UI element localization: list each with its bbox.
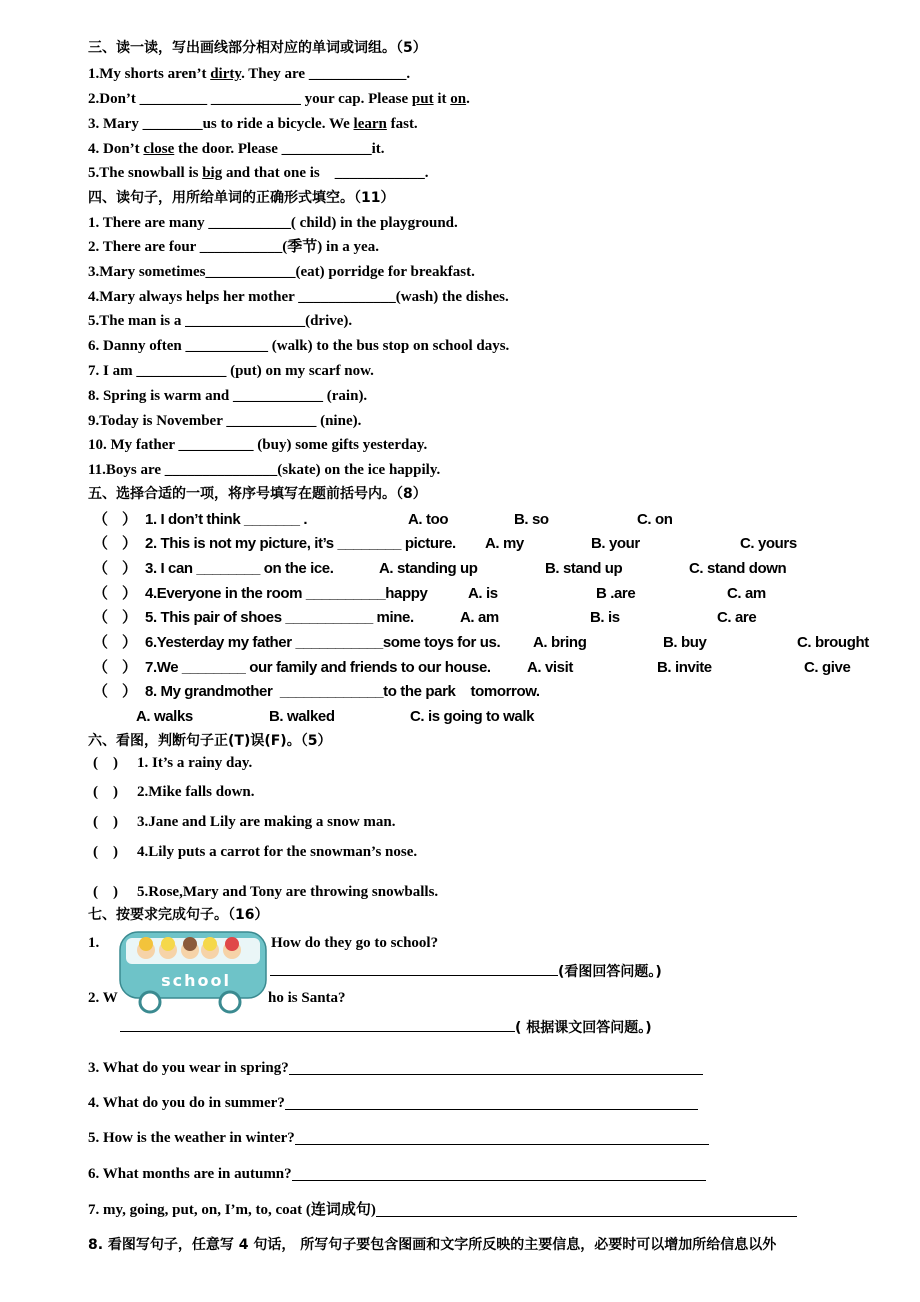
bus-label: school <box>161 971 231 990</box>
option-b: B .are <box>596 585 636 602</box>
option-c: C. on <box>637 511 673 528</box>
underlined-word: big <box>202 165 223 181</box>
underlined-word: learn <box>353 116 387 132</box>
s4-question: 9.Today is November ____________ (nine). <box>88 413 362 429</box>
s5-question: 7.We ________ our family and friends to our house. <box>145 659 491 676</box>
text: the door. Please ____________it. <box>174 141 385 157</box>
answer-paren-open[interactable]: （ <box>93 634 108 651</box>
s5-question: 1. I don’t think _______ . <box>145 511 308 528</box>
option-c: C. stand down <box>689 560 787 577</box>
answer-paren-close: ） <box>122 609 137 626</box>
answer-paren-close: ） <box>122 511 137 528</box>
s4-question: 4.Mary always helps her mother _____________(wash) the dishes. <box>88 289 509 305</box>
s5-question: 2. This is not my picture, it’s ________ picture. <box>145 535 456 552</box>
answer-paren-open[interactable]: （ <box>93 511 108 528</box>
section-7-heading: 七、按要求完成句子。（16） <box>88 907 269 923</box>
option-c: C. am <box>727 585 766 602</box>
s5-question: 8. My grandmother _____________to the park tomorrow. <box>145 683 540 700</box>
answer-line[interactable] <box>285 1095 698 1110</box>
option-a: A. my <box>485 535 524 552</box>
option-a: A. am <box>460 609 499 626</box>
s7-question-8: 8. 看图写句子，任意写 4 句话， 所写句子要包含图画和文字所反映的主要信息，必要时可以增加所给信息以外 <box>88 1237 777 1253</box>
option-c: C. brought <box>797 634 869 651</box>
s7-question <box>88 1059 703 1077</box>
s7-q2-number: 2. W <box>88 990 118 1006</box>
question-text: 4. What do you do in summer? <box>88 1095 285 1111</box>
answer-paren[interactable]: ( ) <box>93 755 118 771</box>
s6-statement: 2.Mike falls down. <box>137 784 255 800</box>
text: 5.The snowball is <box>88 165 203 181</box>
s7-q1-answer-line[interactable] <box>270 961 662 981</box>
section-3-heading: 三、读一读，写出画线部分相对应的单词或词组。（5） <box>88 40 427 56</box>
underlined-word: put <box>411 91 434 107</box>
text: . <box>466 91 470 107</box>
text: it <box>433 91 451 107</box>
answer-paren-open[interactable]: （ <box>93 609 108 626</box>
s7-q1-question: How do they go to school? <box>271 935 439 951</box>
text: 3. Mary ________us to ride a bicycle. We <box>88 116 354 132</box>
s7-question <box>88 1165 706 1183</box>
question-text: 6. What months are in autumn? <box>88 1166 292 1182</box>
question-text: 3. What do you wear in spring? <box>88 1060 289 1076</box>
option-b: B. invite <box>657 659 712 676</box>
answer-paren[interactable]: ( ) <box>93 844 118 860</box>
s3-question-2 <box>88 90 470 108</box>
option-b: B. stand up <box>545 560 623 577</box>
answer-paren-close: ） <box>122 634 137 651</box>
underlined-word: dirty <box>210 66 242 82</box>
s6-statement: 3.Jane and Lily are making a snow man. <box>137 814 396 830</box>
answer-paren-close: ） <box>122 659 137 676</box>
answer-paren[interactable]: ( ) <box>93 884 118 900</box>
s7-question <box>88 1094 698 1112</box>
option-b: B. is <box>590 609 620 626</box>
s5-question: 4.Everyone in the room __________happy <box>145 585 428 602</box>
s3-question-1 <box>88 65 410 83</box>
answer-line[interactable] <box>295 1130 709 1145</box>
answer-paren-open[interactable]: （ <box>93 659 108 676</box>
s4-question: 10. My father __________ (buy) some gifts yesterday. <box>88 437 428 453</box>
s7-q1-number: 1. <box>88 935 100 951</box>
question-text: 5. How is the weather in winter? <box>88 1130 295 1146</box>
option-a: A. visit <box>527 659 573 676</box>
s3-question-4 <box>88 140 385 158</box>
section-6-heading: 六、看图，判断句子正(T)误(F)。（5） <box>88 733 332 749</box>
option-a: A. is <box>468 585 498 602</box>
text: 1.My shorts aren’t <box>88 66 211 82</box>
s4-question: 11.Boys are _______________(skate) on the ice happily. <box>88 462 441 478</box>
s6-statement: 4.Lily puts a carrot for the snowman’s nose. <box>137 844 418 860</box>
option-a: A. bring <box>533 634 587 651</box>
answer-paren-open[interactable]: （ <box>93 535 108 552</box>
text: . They are _____________. <box>241 66 411 82</box>
s4-question: 6. Danny often ___________ (walk) to the bus stop on school days. <box>88 338 510 354</box>
s7-q2-question: ho is Santa? <box>268 990 346 1006</box>
text: 4. Don’t <box>88 141 144 157</box>
answer-line[interactable] <box>289 1060 703 1075</box>
option-b: B. your <box>591 535 640 552</box>
underlined-word: close <box>143 141 175 157</box>
school-bus-image <box>116 928 270 1014</box>
option-a: A. too <box>408 511 449 528</box>
s4-question: 7. I am ____________ (put) on my scarf now. <box>88 363 374 379</box>
option-a: A. walks <box>136 708 193 725</box>
answer-paren-open[interactable]: （ <box>93 560 108 577</box>
text: 2.Don’t _________ ____________ your cap. Please <box>88 91 412 107</box>
hint: ( 根据课文回答问题。) <box>515 1020 652 1036</box>
answer-line[interactable] <box>376 1202 797 1217</box>
s6-statement: 1. It’s a rainy day. <box>137 755 253 771</box>
answer-paren-close: ） <box>122 585 137 602</box>
s3-question-5 <box>88 164 429 182</box>
s5-question: 6.Yesterday my father ___________some toys for us. <box>145 634 501 651</box>
option-c: C. is going to walk <box>410 708 535 725</box>
s7-question <box>88 1201 797 1219</box>
underlined-word: on <box>450 91 467 107</box>
s4-question: 3.Mary sometimes____________(eat) porridge for breakfast. <box>88 264 475 280</box>
text: and that one is ____________. <box>222 165 429 181</box>
option-b: B. so <box>514 511 549 528</box>
question-text: 7. my, going, put, on, I’m, to, coat (连词成句) <box>88 1202 376 1218</box>
answer-line[interactable] <box>292 1166 706 1181</box>
s5-question: 3. I can ________ on the ice. <box>145 560 334 577</box>
answer-paren[interactable]: ( ) <box>93 784 118 800</box>
option-b: B. walked <box>269 708 335 725</box>
s4-question: 1. There are many ___________( child) in the playground. <box>88 215 458 231</box>
option-c: C. are <box>717 609 757 626</box>
answer-paren-close: ） <box>122 683 137 700</box>
s3-question-3 <box>88 115 418 133</box>
section-4-heading: 四、读句子，用所给单词的正确形式填空。（11） <box>88 190 395 206</box>
s7-q2-answer-line[interactable] <box>120 1017 652 1037</box>
hint: (看图回答问题。) <box>558 964 662 980</box>
answer-paren-open[interactable]: （ <box>93 585 108 602</box>
s7-question <box>88 1129 709 1147</box>
option-a: A. standing up <box>379 560 478 577</box>
answer-paren-open[interactable]: （ <box>93 683 108 700</box>
answer-paren-close: ） <box>122 560 137 577</box>
s5-question: 5. This pair of shoes ___________ mine. <box>145 609 414 626</box>
option-b: B. buy <box>663 634 707 651</box>
s6-statement: 5.Rose,Mary and Tony are throwing snowballs. <box>137 884 439 900</box>
answer-paren-close: ） <box>122 535 137 552</box>
section-5-heading: 五、选择合适的一项，将序号填写在题前括号内。（8） <box>88 486 427 502</box>
s4-question: 2. There are four ___________(季节) in a yea. <box>88 239 379 255</box>
s4-question: 5.The man is a ________________(drive). <box>88 313 353 329</box>
answer-paren[interactable]: ( ) <box>93 814 118 830</box>
s4-question: 8. Spring is warm and ____________ (rain). <box>88 388 368 404</box>
text: fast. <box>386 116 418 132</box>
option-c: C. give <box>804 659 851 676</box>
option-c: C. yours <box>740 535 797 552</box>
